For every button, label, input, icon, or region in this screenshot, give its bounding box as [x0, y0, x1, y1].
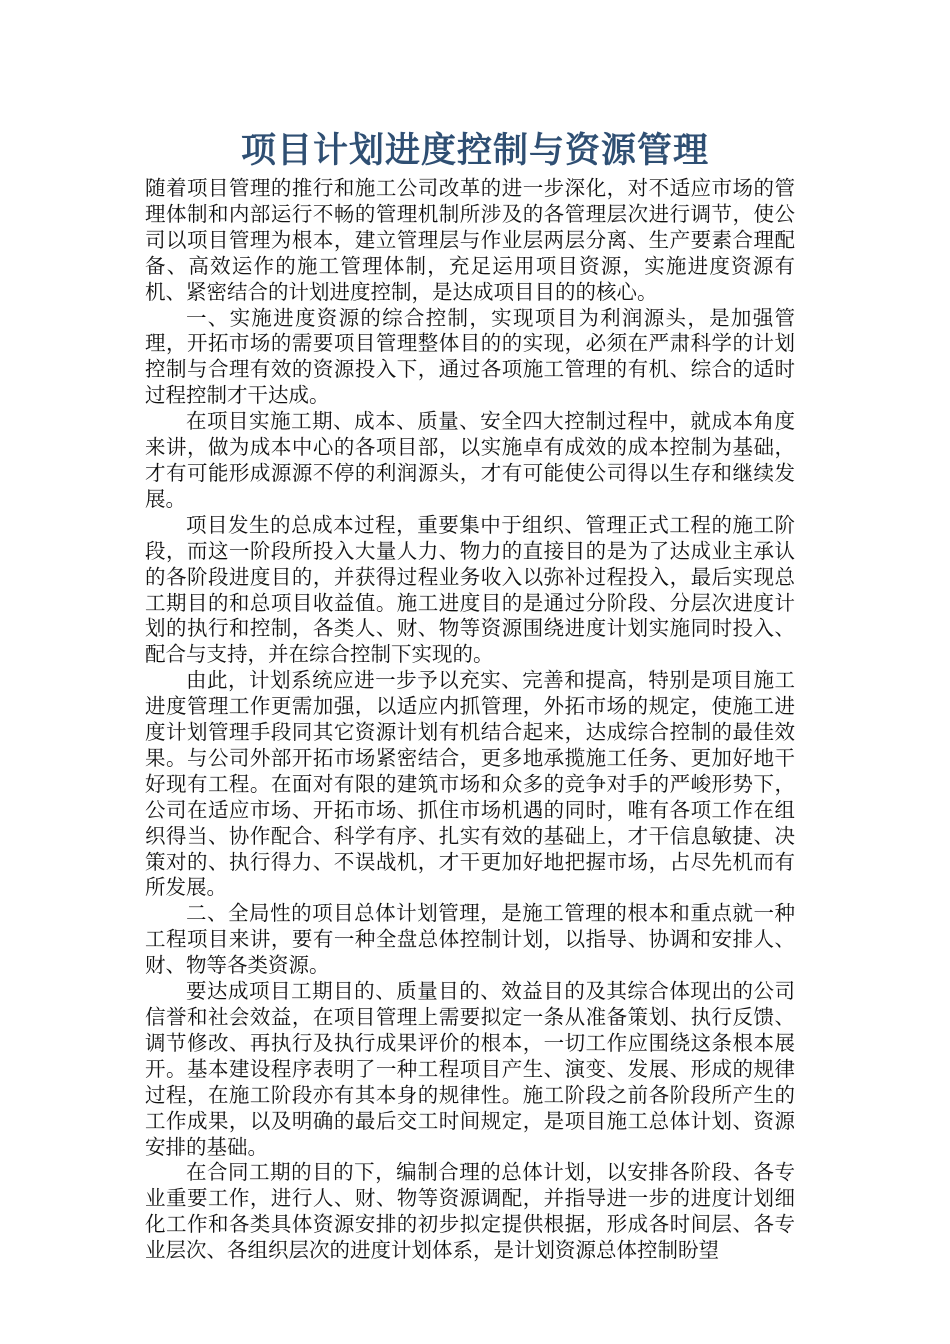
paragraph: 要达成项目工期目的、质量目的、效益目的及其综合体现出的公司信誉和社会效益，在项目管理上需要拟定一条从准备策划、执行反馈、调节修改、再执行及执行成果评价的根本，一切工作应围绕这条根本展开。基本建设程序表明了一种工程项目产生、演变、发展、形成的规律过程，在施工阶段亦有其本身的规律性。施工阶段之前各阶段所产生的工作成果，以及明确的最后交工时间规定，是项目施工总体计划、资源安排的基础。 [145, 979, 795, 1159]
paragraph-section-1: 一、实施进度资源的综合控制，实现项目为利润源头，是加强管理，开拓市场的需要项目管理整体目的的实现，必须在严肃科学的计划控制与合理有效的资源投入下，通过各项施工管理的有机、综合的适时过程控制才干达成。 [145, 305, 795, 408]
document-body [145, 176, 795, 1264]
paragraph-section-2: 二、全局性的项目总体计划管理，是施工管理的根本和重点就一种工程项目来讲，要有一种全盘总体控制计划，以指导、协调和安排人、财、物等各类资源。 [145, 901, 795, 978]
paragraph-intro: 随着项目管理的推行和施工公司改革的进一步深化，对不适应市场的管理体制和内部运行不畅的管理机制所涉及的各管理层次进行调节，使公司以项目管理为根本，建立管理层与作业层两层分离、生产要素合理配备、高效运作的施工管理体制，充足运用项目资源，实施进度资源有机、紧密结合的计划进度控制，是达成项目目的的核心。 [145, 176, 795, 304]
document-title: 项目计划进度控制与资源管理 [240, 130, 709, 171]
paragraph: 在项目实施工期、成本、质量、安全四大控制过程中，就成本角度来讲，做为成本中心的各项目部，以实施卓有成效的成本控制为基础，才有可能形成源源不停的利润源头，才有可能使公司得以生存和继续发展。 [145, 409, 795, 511]
paragraph: 在合同工期的目的下，编制合理的总体计划，以安排各阶段、各专业重要工作，进行人、财、物等资源调配，并指导进一步的进度计划细化工作和各类具体资源安排的初步拟定提供根据，形成各时间层、各专业层次、各组织层次的进度计划体系，是计划资源总体控制盼望 [145, 1160, 795, 1263]
paragraph: 项目发生的总成本过程，重要集中于组织、管理正式工程的施工阶段，而这一阶段所投入大量人力、物力的直接目的是为了达成业主承认的各阶段进度目的，并获得过程业务收入以弥补过程投入，最后实现总工期目的和总项目收益值。施工进度目的是通过分阶段、分层次进度计划的执行和控制，各类人、财、物等资源围绕进度计划实施同时投入、配合与支持，并在综合控制下实现的。 [145, 512, 795, 667]
paragraph: 由此，计划系统应进一步予以充实、完善和提高，特别是项目施工进度管理工作更需加强，以适应内抓管理，外拓市场的规定，使施工进度计划管理手段同其它资源计划有机结合起来，达成综合控制的最佳效果。与公司外部开拓市场紧密结合，更多地承揽施工任务、更加好地干好现有工程。在面对有限的建筑市场和众多的竞争对手的严峻形势下，公司在适应市场、开拓市场、抓住市场机遇的同时，唯有各项工作在组织得当、协作配合、科学有序、扎实有效的基础上，才干信息敏捷、决策对的、执行得力、不误战机，才干更加好地把握市场，占尽先机而有所发展。 [145, 668, 795, 900]
